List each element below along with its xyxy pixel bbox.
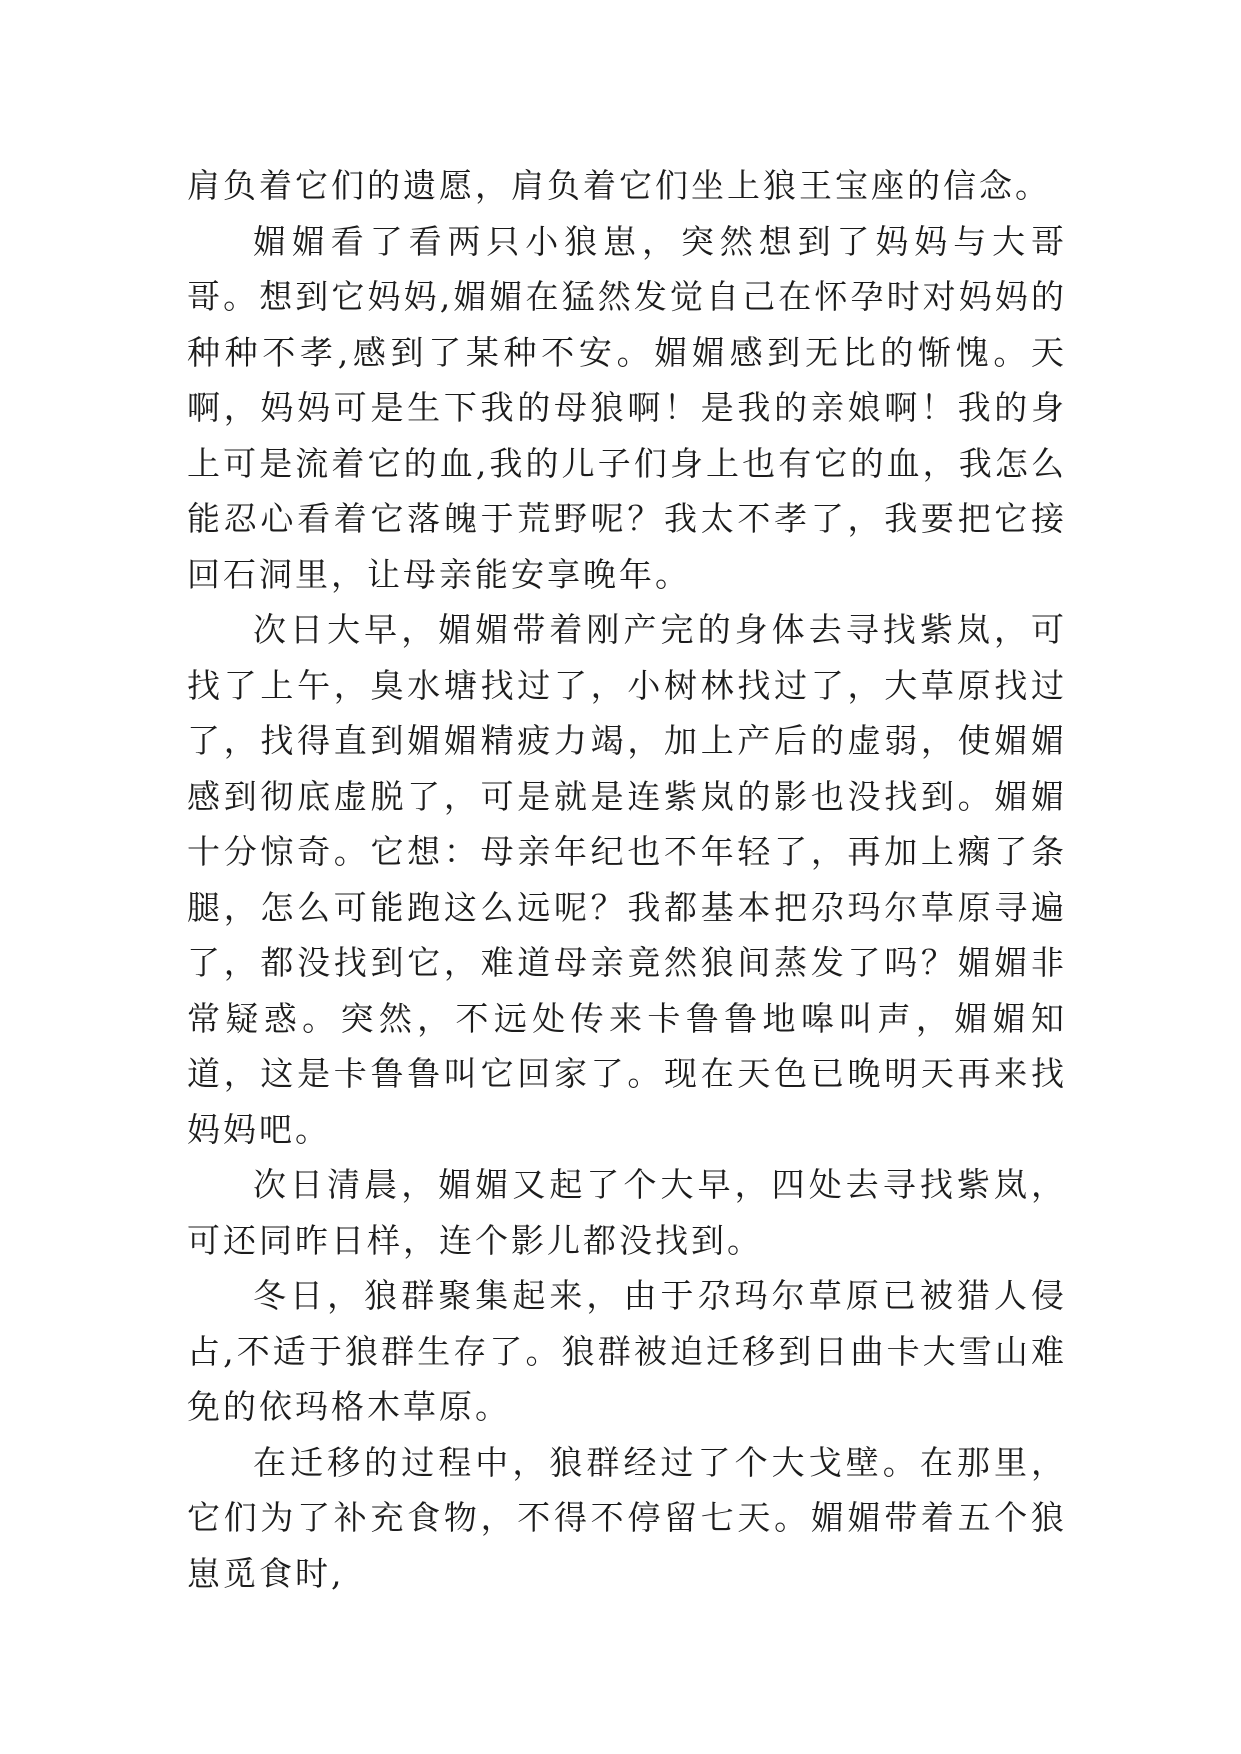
paragraph: 媚媚看了看两只小狼崽，突然想到了妈妈与大哥哥。想到它妈妈,媚媚在猛然发觉自己在怀孕时对妈妈的种种不孝,感到了某种不安。媚媚感到无比的惭愧。天啊，妈妈可是生下我的母狼啊！是我的亲娘啊！我的身上可是流着它的血,我的儿子们身上也有它的血，我怎么能忍心看着它落魄于荒野呢？我太不孝了，我要把它接回石洞里，让母亲能安享晚年。 <box>187 221 1067 594</box>
document-body <box>187 158 1067 1601</box>
paragraph: 肩负着它们的遗愿，肩负着它们坐上狼王宝座的信念。 <box>187 166 1051 205</box>
paragraph: 在迁移的过程中，狼群经过了个大戈壁。在那里，它们为了补充食物，不得不停留七天。媚媚带着五个狼崽觅食时, <box>187 1442 1067 1593</box>
paragraph: 次日大早，媚媚带着刚产完的身体去寻找紫岚，可找了上午，臭水塘找过了，小树林找过了，大草原找过了，找得直到媚媚精疲力竭，加上产后的虚弱，使媚媚感到彻底虚脱了，可是就是连紫岚的影也没找到。媚媚十分惊奇。它想：母亲年纪也不年轻了，再加上瘸了条腿，怎么可能跑这么远呢？我都基本把尕玛尔草原寻遍了，都没找到它，难道母亲竟然狼间蒸发了吗？媚媚非常疑惑。突然，不远处传来卡鲁鲁地嗥叫声，媚媚知道，这是卡鲁鲁叫它回家了。现在天色已晚明天再来找妈妈吧。 <box>187 610 1067 1149</box>
paragraph: 冬日，狼群聚集起来，由于尕玛尔草原已被猎人侵占,不适于狼群生存了。狼群被迫迁移到日曲卡大雪山难免的依玛格木草原。 <box>187 1276 1067 1426</box>
paragraph: 次日清晨，媚媚又起了个大早，四处去寻找紫岚，可还同昨日样，连个影儿都没找到。 <box>187 1165 1067 1260</box>
